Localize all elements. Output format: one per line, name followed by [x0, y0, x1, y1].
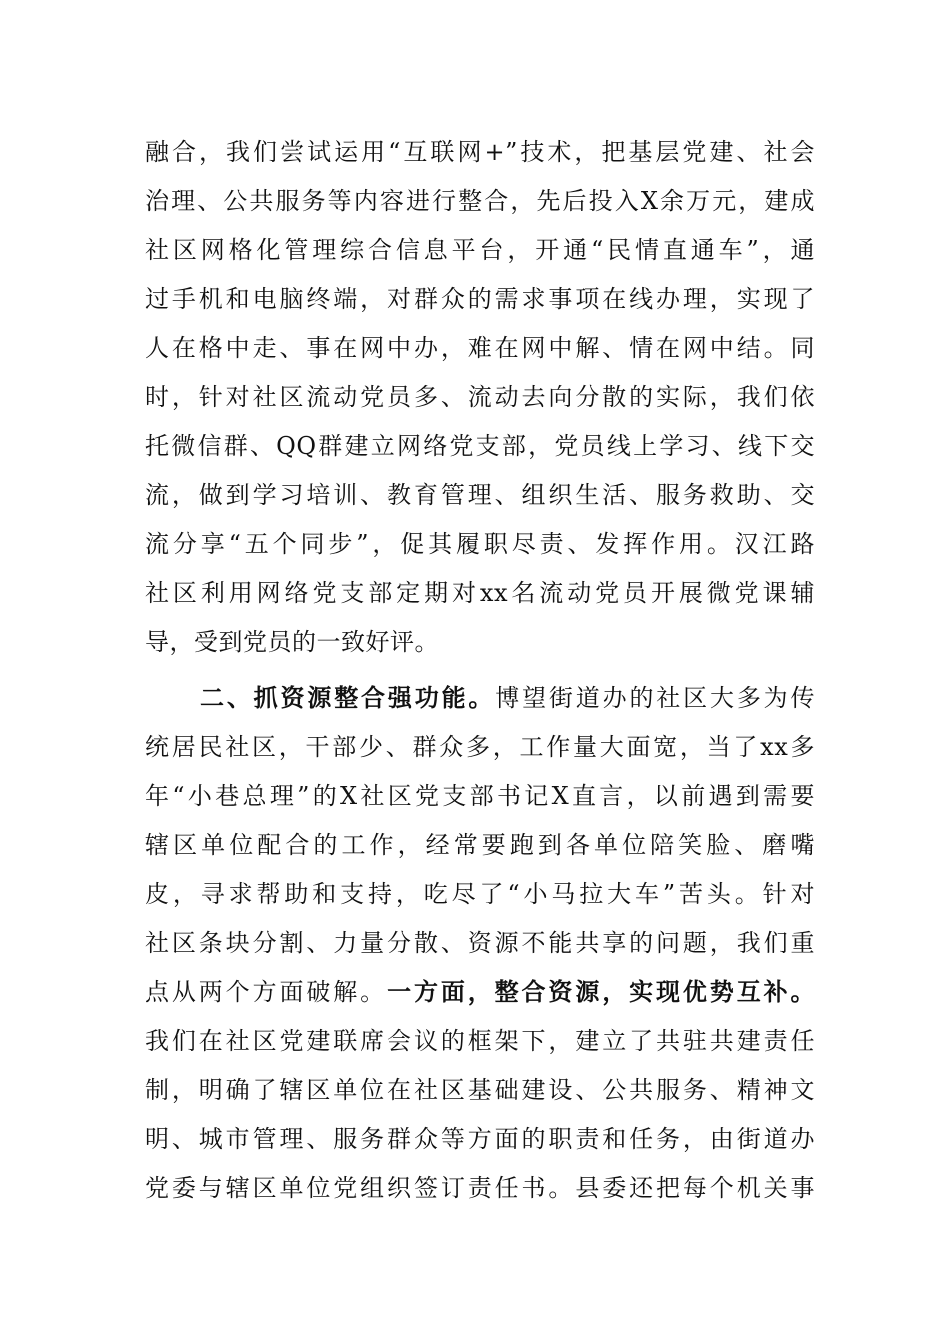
text-line: 年“小巷总理”的X社区党支部书记X直言，以前遇到需要 — [145, 782, 815, 810]
mixed-line-normal: 点从两个方面破解。 — [145, 978, 388, 1006]
text-line: 党委与辖区单位党组织签订责任书。县委还把每个机关事 — [145, 1174, 815, 1202]
section-2-text: 博望街道办的社区大多为传 — [495, 684, 815, 712]
text-line: 社区网格化管理综合信息平台，开通“民情直通车”，通 — [145, 236, 815, 264]
section-2-heading: 二、抓资源整合强功能。 — [200, 684, 496, 712]
text-line: 融合，我们尝试运用“互联网+”技术，把基层党建、社会 — [145, 138, 815, 166]
text-line: 流，做到学习培训、教育管理、组织生活、服务救助、交 — [145, 481, 815, 509]
text-line: 流分享“五个同步”，促其履职尽责、发挥作用。汉江路 — [145, 530, 815, 558]
mixed-line-bold: 一方面，整合资源，实现优势互补。 — [387, 978, 815, 1006]
text-line: 治理、公共服务等内容进行整合，先后投入X余万元，建成 — [145, 187, 815, 215]
text-line: 社区利用网络党支部定期对xx名流动党员开展微党课辅 — [145, 579, 815, 607]
text-line: 人在格中走、事在网中办，难在网中解、情在网中结。同 — [145, 334, 815, 362]
text-line: 我们在社区党建联席会议的框架下，建立了共驻共建责任 — [145, 1027, 815, 1055]
text-line: 制，明确了辖区单位在社区基础建设、公共服务、精神文 — [145, 1076, 815, 1104]
text-line: 明、城市管理、服务群众等方面的职责和任务，由街道办 — [145, 1125, 815, 1153]
text-line: 统居民社区，干部少、群众多，工作量大面宽，当了xx多 — [145, 733, 815, 761]
mixed-text-line — [145, 968, 815, 1017]
text-line: 过手机和电脑终端，对群众的需求事项在线办理，实现了 — [145, 285, 815, 313]
text-line: 辖区单位配合的工作，经常要跑到各单位陪笑脸、磨嘴 — [145, 831, 815, 859]
text-line: 托微信群、QQ群建立网络党支部，党员线上学习、线下交 — [145, 432, 815, 460]
text-line: 导，受到党员的一致好评。 — [145, 628, 439, 656]
text-line: 时，针对社区流动党员多、流动去向分散的实际，我们依 — [145, 383, 815, 411]
text-line: 社区条块分割、力量分散、资源不能共享的问题，我们重 — [145, 929, 815, 957]
text-line: 皮，寻求帮助和支持，吃尽了“小马拉大车”苦头。针对 — [145, 880, 815, 908]
section-2-first-line — [200, 674, 815, 723]
